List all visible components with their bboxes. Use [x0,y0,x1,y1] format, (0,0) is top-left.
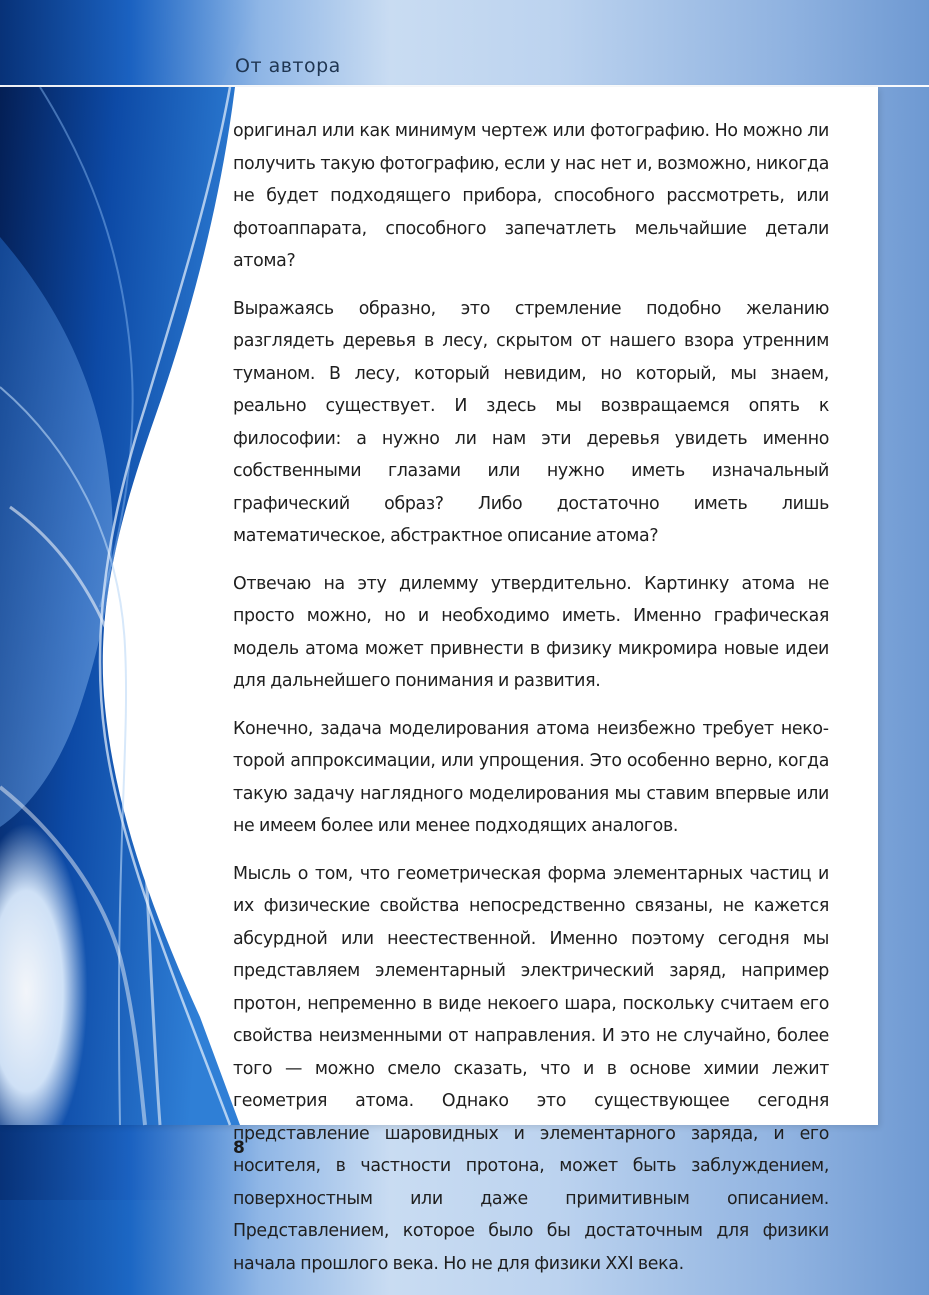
paragraph: Конечно, задача моделирования атома неизбежно требует некоторой аппроксимации, или упрощения. Это особенно верно, когда такую задачу наглядного моделирования мы ставим впервые или не имеем более или менее подходящих аналогов. [233,718,829,836]
paragraph: оригинал или как минимум чертеж или фотографию. Но можно ли получить такую фотографию, если у нас нет и, возможно, никогда не будет подходящего прибора, способного рассмотреть, или фотоаппарата, способного запечатлеть мельчайшие детали атома? [233,121,829,271]
paragraph: Выражаясь образно, это стремление подобно желанию разглядеть деревья в лесу, скрытом от нашего взора утренним туманом. В лесу, который невидим, но который, мы знаем, реально существует. И здесь мы возвращаемся опять к философии: а нужно ли нам эти деревья увидеть именно собственными глазами или нужно иметь изначальный графический образ? Либо достаточно иметь лишь математическое, абстрактное описание атома? [233,298,829,546]
body-text [233,115,829,1295]
text-panel [0,87,878,1274]
running-head: От автора [235,55,341,77]
paragraph: Мысль о том, что геометрическая форма элементарных частиц и их физические свойства непосредственно связаны, не кажется абсурдной или неестественной. Именно поэтому сегодня мы представляем элементарный электрический заряд, например протон, непременно в виде некоего шара, поскольку считаем его свойства неизменными от направления. И это не случайно, более того — можно смело сказать, что и в основе химии лежит геометрия атома. Однако это существующее сегодня представление шаровидных и элементарного заряда, и его носителя, в частности протона, может быть заблуждением, поверхностным или даже примитивным описанием. Представлением, которое было бы достаточным для физики начала прошлого века. Но не для физики XXI века. [233,863,829,1274]
paragraph: Отвечаю на эту дилемму утвердительно. Картинку атома не просто можно, но и необходимо иметь. Именно графическая модель атома может привнести в физику микромира новые идеи для дальнейшего понимания и развития. [233,573,829,691]
page-number: 8 [233,1138,245,1158]
